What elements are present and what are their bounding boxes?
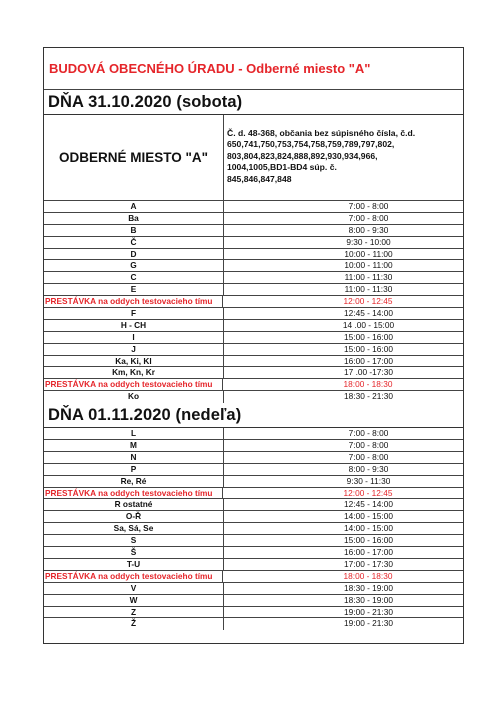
- table-row: [44, 440, 463, 452]
- group-cell: Ko: [44, 391, 224, 403]
- group-cell: Š: [44, 547, 224, 558]
- group-cell: Č: [44, 237, 224, 248]
- time-cell: 14:00 - 15:00: [344, 511, 393, 522]
- table-row: [44, 511, 463, 523]
- day2-heading-row: [44, 403, 463, 428]
- group-cell: PRESTÁVKA na oddych testovacieho tímu: [44, 296, 223, 307]
- table-row: [44, 308, 463, 320]
- time-cell: 9:30 - 11:30: [346, 475, 391, 486]
- group-cell: C: [44, 272, 224, 283]
- table-row: [44, 391, 463, 403]
- time-cell: 16:00 - 17:00: [344, 355, 393, 366]
- table-row: [44, 476, 463, 488]
- group-cell: H - CH: [44, 320, 224, 331]
- group-cell: Re, Ré: [44, 476, 224, 487]
- break-row: [44, 379, 463, 391]
- table-row: [44, 320, 463, 332]
- group-cell: I: [44, 332, 224, 343]
- time-cell: 12:00 - 12:45: [343, 487, 393, 498]
- time-cell: 12:00 - 12:45: [343, 296, 393, 307]
- table-row: [44, 547, 463, 559]
- time-cell: 15:00 - 16:00: [344, 343, 393, 354]
- group-cell: Ka, Ki, Kl: [44, 356, 224, 367]
- time-cell: 15:00 - 16:00: [344, 535, 393, 546]
- schedule-sheet: [43, 47, 464, 644]
- header-left: ODBERNÉ MIESTO "A": [44, 115, 224, 200]
- group-cell: A: [44, 201, 224, 212]
- time-cell: 15:00 - 16:00: [344, 331, 393, 342]
- document-title: BUDOVÁ OBECNÉHO ÚRADU - Odberné miesto "A": [49, 61, 371, 76]
- time-cell: 8:00 - 9:30: [348, 463, 389, 474]
- break-row: [44, 296, 463, 308]
- time-cell: 7:00 - 8:00: [348, 451, 389, 462]
- time-cell: 14:00 - 15:00: [344, 523, 393, 534]
- table-row: [44, 583, 463, 595]
- table-row: [44, 201, 463, 213]
- table-row: [44, 356, 463, 368]
- table-row: [44, 344, 463, 356]
- day2-heading: DŇA 01.11.2020 (nedeľa): [48, 405, 242, 424]
- group-cell: N: [44, 452, 224, 463]
- group-cell: PRESTÁVKA na oddych testovacieho tímu: [44, 379, 223, 390]
- group-cell: Ba: [44, 213, 224, 224]
- group-cell: T-U: [44, 559, 224, 570]
- table-row: [44, 464, 463, 476]
- group-cell: PRESTÁVKA na oddych testovacieho tímu: [44, 488, 223, 499]
- time-cell: 19:00 - 21:30: [344, 606, 393, 617]
- table-row: [44, 272, 463, 284]
- group-cell: W: [44, 595, 224, 606]
- time-cell: 17:00 - 17:30: [344, 558, 393, 569]
- time-cell: 7:00 - 8:00: [348, 428, 389, 439]
- table-row: [44, 284, 463, 296]
- time-cell: 16:00 - 17:00: [344, 547, 393, 558]
- group-cell: Km, Kn, Kr: [44, 367, 224, 378]
- group-cell: V: [44, 583, 224, 594]
- group-cell: Sa, Sá, Se: [44, 523, 224, 534]
- group-cell: O-Ř: [44, 511, 224, 522]
- group-cell: P: [44, 464, 224, 475]
- group-cell: R ostatné: [44, 499, 224, 510]
- group-cell: Ž: [44, 618, 224, 630]
- time-cell: 18:00 - 18:30: [343, 379, 393, 390]
- time-cell: 9:30 - 10:00: [346, 236, 391, 247]
- table-row: [44, 249, 463, 261]
- table-row: [44, 559, 463, 571]
- time-cell: 10:00 - 11:00: [344, 260, 393, 271]
- group-cell: F: [44, 308, 224, 319]
- header-row: [44, 115, 463, 201]
- group-cell: B: [44, 225, 224, 236]
- time-cell: 7:00 - 8:00: [348, 212, 389, 223]
- table-row: [44, 607, 463, 619]
- group-cell: J: [44, 344, 224, 355]
- table-row: [44, 367, 463, 379]
- group-cell: G: [44, 260, 224, 271]
- table-row: [44, 260, 463, 272]
- time-cell: 18:30 - 21:30: [344, 391, 393, 402]
- group-cell: L: [44, 428, 224, 439]
- time-cell: 7:00 - 8:00: [348, 440, 389, 451]
- day2-rows: [44, 428, 463, 630]
- time-cell: 12:45 - 14:00: [344, 499, 393, 510]
- time-cell: 18:00 - 18:30: [343, 570, 393, 581]
- table-row: [44, 428, 463, 440]
- table-row: [44, 237, 463, 249]
- table-row: [44, 595, 463, 607]
- table-row: [44, 499, 463, 511]
- time-cell: 18:30 - 19:00: [344, 594, 393, 605]
- group-cell: M: [44, 440, 224, 451]
- table-row: [44, 523, 463, 535]
- time-cell: 17 .00 -17:30: [344, 367, 393, 378]
- time-cell: 7:00 - 8:00: [348, 201, 389, 211]
- time-cell: 12:45 - 14:00: [344, 308, 393, 319]
- time-cell: 11:00 - 11:30: [344, 284, 393, 295]
- table-row: [44, 535, 463, 547]
- time-cell: 10:00 - 11:00: [344, 248, 393, 259]
- time-cell: 18:30 - 19:00: [344, 582, 393, 593]
- blank-row: [44, 630, 463, 643]
- group-cell: D: [44, 249, 224, 260]
- title-row: [44, 48, 463, 90]
- break-row: [44, 571, 463, 583]
- day1-rows: [44, 201, 463, 403]
- time-cell: 11:00 - 11:30: [344, 272, 393, 283]
- day1-heading-row: [44, 90, 463, 115]
- day1-heading: DŇA 31.10.2020 (sobota): [48, 92, 243, 111]
- group-cell: E: [44, 284, 224, 295]
- time-cell: 19:00 - 21:30: [344, 618, 393, 629]
- time-cell: 14 .00 - 15:00: [342, 319, 395, 330]
- table-row: [44, 213, 463, 225]
- table-row: [44, 618, 463, 630]
- group-cell: PRESTÁVKA na oddych testovacieho tímu: [44, 571, 223, 582]
- break-row: [44, 488, 463, 500]
- header-right: Č. d. 48-368, občania bez súpisného čísla, č.d. 650,741,750,753,754,758,759,789,797,802, 803,804,823,824,888,892,930,934,966, 1004,1005,BD1-BD4 súp. č. 845,846,847,848: [227, 128, 416, 184]
- table-row: [44, 332, 463, 344]
- table-row: [44, 225, 463, 237]
- group-cell: Z: [44, 607, 224, 618]
- group-cell: S: [44, 535, 224, 546]
- time-cell: 8:00 - 9:30: [348, 224, 389, 235]
- table-row: [44, 452, 463, 464]
